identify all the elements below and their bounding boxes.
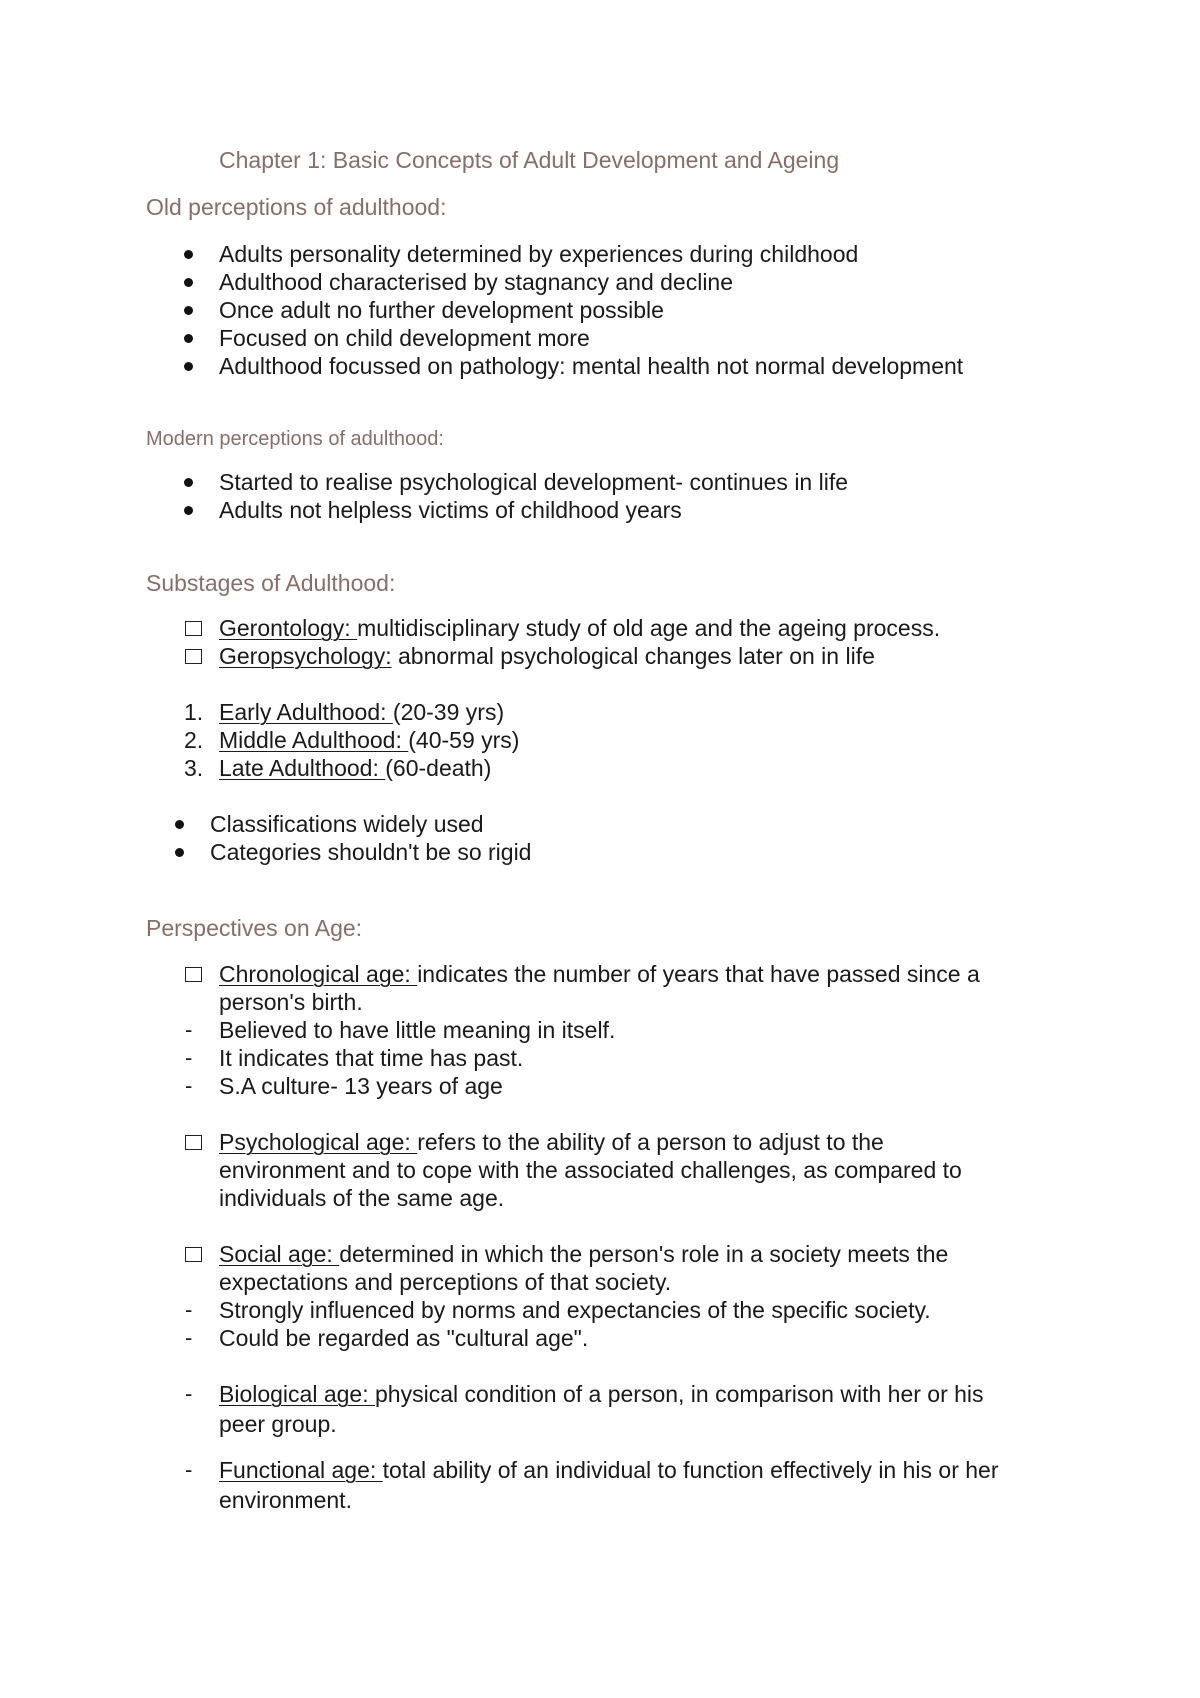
section-heading-modern: Modern perceptions of adulthood: [146,428,444,450]
checkbox-icon [185,1135,202,1150]
section-heading-perspectives: Perspectives on Age: [146,915,363,941]
bullet-icon [184,334,193,343]
bullet-icon [184,478,193,487]
checkbox-icon [185,621,202,636]
bullet-icon [175,820,184,829]
continuation-text: environment. [219,1487,352,1513]
continuation-text: individuals of the same age. [219,1185,505,1211]
checkbox-icon [185,649,202,664]
document-page: Chapter 1: Basic Concepts of Adult Development and Ageing Old perceptions of adulthood: Adults personality determined by experiences during childhood Adulthood characterised by stagnancy and decline Once adult no further development possible Focused on child development more Adulthood focussed on pathology: mental health not normal development Modern perceptions of adulthood: Started to realise psychological development- continues in life Adults not helpless victims of childhood years Substages of Adulthood: Gerontology: multidisciplinary study of old age and the ageing process. Geropsychology: abnormal psychological changes later on in life 1. Early Adulthood: (20-39 yrs) 2. Middle Adulthood: (40-59 yrs) 3. Late Adulthood: (60-death) Classifications widely used Categories shouldn't be so rigid Perspectives on Age: Chronological age: indicates the number of years that have passed since a person's birth. - Believed to have little meaning in itself. - It indicates that time has past. - S.A culture- 13 years of age Psychological age: refers to the ability of a person to adjust to the environment and to cope with the associated challenges, as compared to individuals of the same age. Social age: determined in which the person's role in a society meets the expectations and perceptions of that society. - Strongly influenced by norms and expectancies of the specific society. - Could be regarded as "cultural age". - Biological age: physical condition of a person, in comparison with her or his peer group. - Functional age: total ability of an individual to function effectively in his or her environment. [146,147,999,1513]
checkbox-icon [185,967,202,982]
bullet-icon [175,848,184,857]
continuation-text: peer group. [219,1411,337,1437]
continuation-text: person's birth. [219,989,363,1015]
bullet-icon [184,250,193,259]
bullet-icon [184,506,193,515]
section-heading-substages: Substages of Adulthood: [146,570,396,596]
continuation-text: environment and to cope with the associated challenges, as compared to [219,1157,962,1183]
section-heading-old: Old perceptions of adulthood: [146,194,447,220]
continuation-text: expectations and perceptions of that society. [219,1269,672,1295]
page-title: Chapter 1: Basic Concepts of Adult Development and Ageing [219,147,840,173]
checkbox-icon [185,1247,202,1262]
bullet-icon [184,278,193,287]
bullet-icon [184,362,193,371]
bullet-icon [184,306,193,315]
